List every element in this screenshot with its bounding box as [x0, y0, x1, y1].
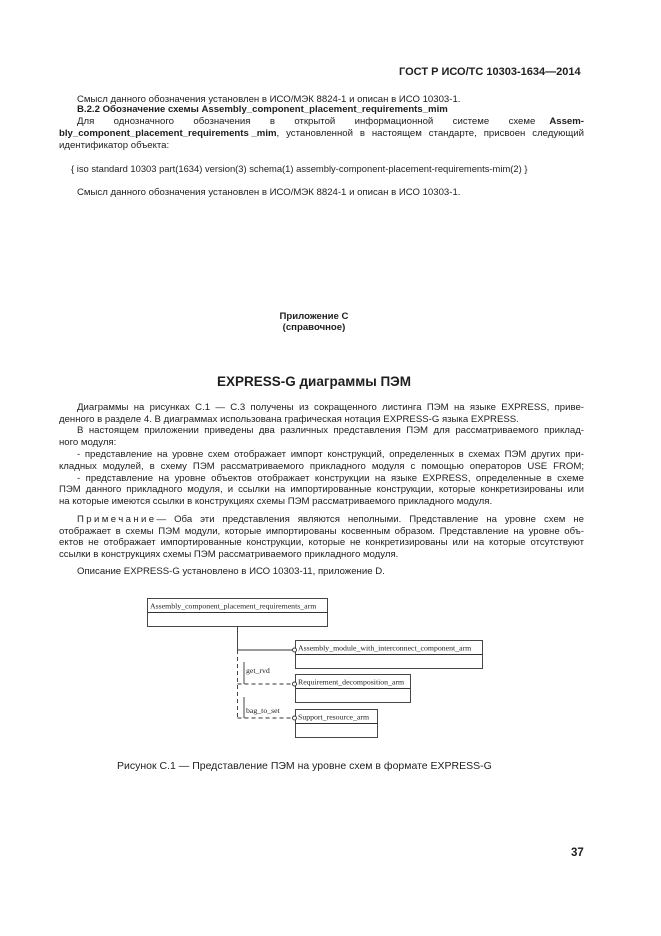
b22-line1-bold: Assem- [549, 116, 584, 127]
p4-line1: - представление на уровне объектов отображает конструкции на языке EXPRESS, определенные в схеме [77, 473, 584, 484]
page-number: 37 [571, 847, 584, 859]
b21-meaning: Смысл данного обозначения установлен в ИСО/МЭК 8824-1 и описан в ИСО 10303-1. [77, 94, 461, 105]
note-label: Примечание [77, 514, 157, 525]
appendix-kind: (справочное) [282, 322, 346, 333]
p2-line2: ного модуля: [59, 437, 117, 448]
note-line2: отображает в схемы ПЭМ модули, которые импортированы косвенным образом. Представление на уровне объ- [59, 526, 584, 537]
b22-line2-bold: bly_component_placement_requirements _mim [59, 128, 277, 139]
b22-meaning: Смысл данного обозначения установлен в ИСО/МЭК 8824-1 и описан в ИСО 10303-1. [77, 187, 461, 198]
bag-to-set-label: bag_to_set [246, 706, 280, 715]
note-line3: ектов не отображает импортированные конструкции, которые не конкретизированы или на которые отсутствуют [59, 537, 584, 548]
p4-line2: ПЭМ данного прикладного модуля, и ссылки на импортированные конструкции, которые конкретизированы или [59, 484, 584, 495]
b22-heading: В.2.2 Обозначение схемы Assembly_component_placement_requirements_mim [77, 104, 448, 115]
p2-line1: В настоящем приложении приведены два различных представления ПЭМ для рассматриваемого приклад- [77, 425, 584, 436]
p1-line2: денного в разделе 4. В диаграммах использована графическая нотация EXPRESS-G языка EXPRESS. [59, 414, 519, 425]
p1-line1: Диаграммы на рисунках С.1 — С.3 получены из сокращенного листинга ПЭМ на языке EXPRESS, приве- [77, 402, 584, 413]
p4-line3: на которые имеются ссылки в конструкциях схемы ПЭМ рассматриваемого прикладного модуля. [59, 496, 493, 507]
p3-line1: - представление на уровне схем отображает импорт конструкций, определенных в схемах ПЭМ других при- [77, 449, 584, 460]
schema-3-label: Support_resource_arm [298, 712, 370, 722]
appendix-title: EXPRESS-G диаграммы ПЭМ [216, 374, 412, 389]
schema-1-label: Assembly_module_with_interconnect_component_arm [298, 643, 472, 653]
p3-line2: кладных модулей, в схему ПЭМ рассматриваемого прикладного модуля с помощью операторов USE FROM; [59, 461, 584, 472]
figure-caption: Рисунок С.1 — Представление ПЭМ на уровне схем в формате EXPRESS-G [117, 760, 492, 772]
b22-line2-text: , установленной в настоящем стандарте, присвоен следующий [276, 128, 584, 139]
object-identifier: { iso standard 10303 part(1634) version(3) schema(1) assembly-component-placement-requirements-mim(2) } [71, 163, 528, 174]
b22-line1-text: Для однозначного обозначения в открытой информационной системе схеме [77, 116, 536, 127]
schema-2-label: Requirement_decomposition_arm [298, 677, 405, 687]
document-header: ГОСТ Р ИСО/ТС 10303-1634—2014 [399, 66, 581, 78]
b22-line3: идентификатор объекта: [59, 140, 170, 151]
appendix-label: Приложение С [279, 311, 349, 322]
note-line4: ссылки в конструкциях схемы ПЭМ рассматриваемого прикладного модуля. [59, 549, 399, 560]
get-rvd-label: get_rvd [246, 666, 270, 675]
note-text: — Оба эти представления являются неполными. Представление на уровне схем не [156, 514, 584, 525]
express-g-reference: Описание EXPRESS-G установлено в ИСО 10303-11, приложение D. [77, 566, 385, 577]
main-schema-label: Assembly_component_placement_requirements_arm [150, 601, 317, 611]
